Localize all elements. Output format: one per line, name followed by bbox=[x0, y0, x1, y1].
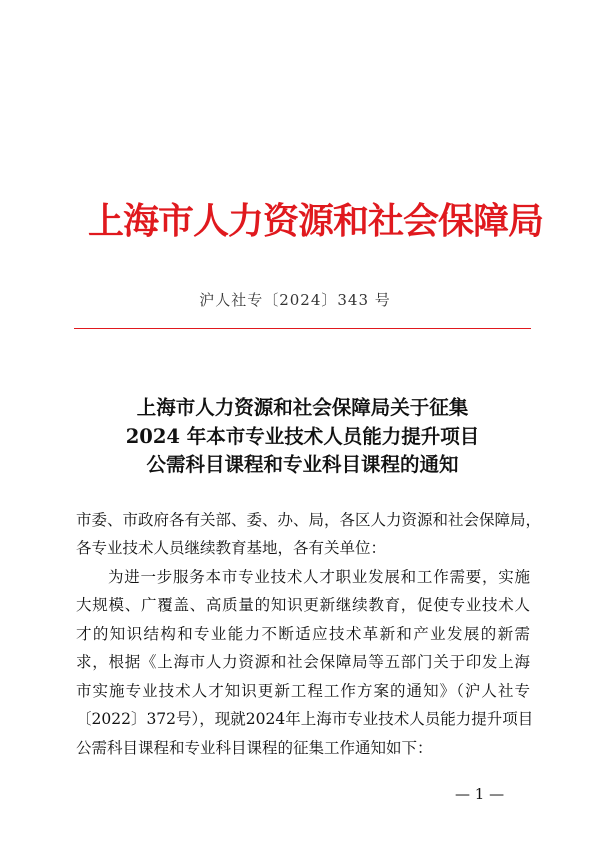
paragraph-line: 〔2022〕372号），现就2024年上海市专业技术人员能力提升项目 bbox=[76, 710, 534, 728]
document-number: 沪人社专〔2024〕343 号 bbox=[199, 291, 391, 309]
red-divider-line bbox=[74, 328, 531, 329]
paragraph-line: 市实施专业技术人才知识更新工程工作方案的通知》（沪人社专 bbox=[76, 682, 530, 700]
issuing-organization-header: 上海市人力资源和社会保障局 bbox=[88, 200, 544, 242]
document-title-line-3: 公需科目课程和专业科目课程的通知 bbox=[146, 453, 459, 476]
paragraph-line: 大规模、广覆盖、高质量的知识更新继续教育，促使专业技术人 bbox=[76, 596, 530, 614]
paragraph-line: 才的知识结构和专业能力不断适应技术革新和产业发展的新需 bbox=[76, 625, 530, 643]
paragraph-line: 为进一步服务本市专业技术人才职业发展和工作需要，实施 bbox=[108, 568, 530, 586]
document-title-line-2: 2024 年本市专业技术人员能力提升项目 bbox=[125, 425, 480, 448]
page-number: — 1 — bbox=[455, 785, 505, 803]
addressee-line: 市委、市政府各有关部、委、办、局，各区人力资源和社会保障局， bbox=[76, 511, 542, 529]
paragraph-line: 求，根据《上海市人力资源和社会保障局等五部门关于印发上海 bbox=[76, 653, 530, 671]
paragraph-line: 公需科目课程和专业科目课程的征集工作通知如下： bbox=[76, 739, 433, 757]
addressee-line: 各专业技术人员继续教育基地，各有关单位： bbox=[76, 539, 387, 557]
document-title-line-1: 上海市人力资源和社会保障局关于征集 bbox=[136, 396, 469, 419]
